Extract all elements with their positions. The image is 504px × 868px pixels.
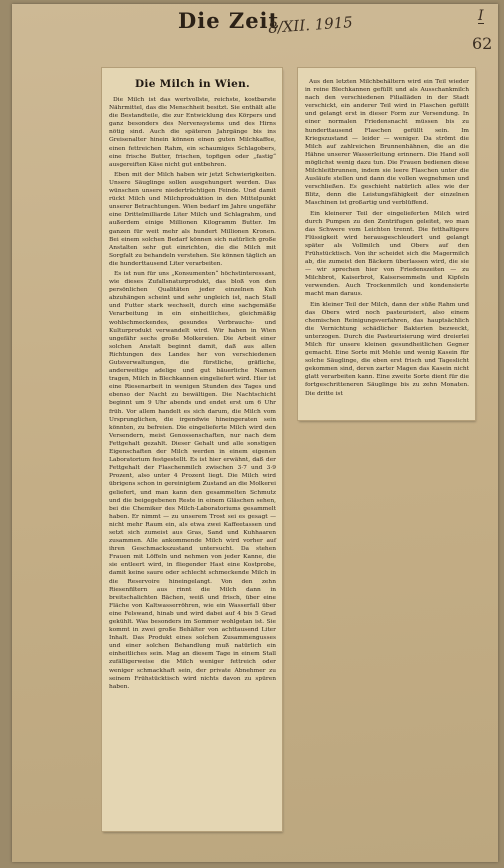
page-number: 62 — [472, 34, 493, 53]
handwritten-date: 8/XII. 1915 — [267, 13, 354, 37]
article-clipping-left — [102, 68, 282, 831]
paragraph: Ein kleiner Teil der Milch, dann der süße Rahm und das Obers wird noch pasteurisiert, also einem chemischen Reinigungsverfahren, das hauptsächlich die Vernichtung schädlicher Bakterien bezweckt, unterzogen. Durch die Pasteurisierung wird dreierlei Milch für unsere kleinen gesundheitlichen Gegner gemacht. Eine Sorte mit Mehle und wenig Kasein für solche Säuglinge, die eben erst frisch und Tageslicht gekommen sind, deren zarter Magen das Kasein nicht glatt verarbeiten kann. Eine zweite Sorte dient für die fortgeschritteneren Säuglinge bis zu zehn Monaten. Die dritte ist — [305, 301, 469, 397]
clipping-sheet — [12, 4, 498, 862]
masthead: Die Zeit — [178, 8, 280, 33]
paragraph: Aus den letzten Milchbehältern wird ein Teil wieder in reine Blechkannen gefüllt und als Ausschankmilch nach den verschiedenen Filialläden in der Stadt verschickt, ein anderer Teil wird in Flaschen gefüllt und gelangt erst in dieser Form zur Versendung. In einer normalen Friedensnacht müssen bis zu hunderttausend Flaschen gefüllt sein. Im Kriegszustand — leider — weniger. Da strömt die Milch auf zahlreichen Brunnenhähnen, die an die Hähne unserer Wasserleitung erinnern. Die Hand soll möglichst wenig dazu tun. Die Frauen bedienen diese Milchleitbrunnen, indem sie leere Flaschen unter die Ausläufe stellen und dann die vollen wegnehmen und verschließen. Es geschieht natürlich alles wie der Blitz, denn die Leistungsfähigkeit der einzelnen Maschinen ist großartig und verblüffend. — [305, 79, 469, 207]
paragraph: Es ist nun für uns „Konsumenten“ höchstinteressant, wie dieses Zufallsnaturprodukt, das bloß von den persönlichen Qualitäten jeder einzelnen Kuh abzuhängen scheint und sehr ungleich ist, nach Stall und Futter stark wechselt, durch eine sachgemäße Verarbeitung in ein einheitliches, gleichmäßig wohlschmeckendes, gesundes Verbrauchs- und Kulturprodukt verwandelt wird. Wir haben in Wien ungefähr sechs große Molkereien. Die Arbeit einer solchen Anstalt beginnt damit, daß aus allen Richtungen des Landes her von verschiedenen Gutsverwaltungen, die fürstliche, gräfliche, anderweitige adelige und gut bäuerliche Namen tragen, Milch in Blechkannen eingeliefert wird. Hier ist eine Riesenarbeit in wenigen Stunden des Tages und ebenso der Nacht zu bewältigen. Die Nachtschicht beginnt um 9 Uhr abends und endet erst um 6 Uhr früh. Vor allem handelt es sich darum, die Milch vom Ursprunglichen, die irgendwie hineingeraten sein könnten, zu befreien. Die eingelieferte Milch wird den Versendern, meist Genossenschaften, nur nach dem Fettgehalt gezahlt. Dieser Gehalt und alle sonstigen Eigenschaften der Milch werden in einem eigenen Laboratorium festgestellt. Es ist hier erwähnt, daß der Fettgehalt der Flaschenmilch zwischen 3·7 und 3·9 Prozent, also unter 4 Prozent liegt. Die Milch wird übrigens schon in gereinigtem Zustand an die Molkerei geliefert, und man kann den gesammelten Schmutz und die beigegebenen Reste in einem Gläschen sehen, bei die Chemiker des Milch-Laboratoriums gesammelt haben. Er nimmt — zu unserem Trost sei es gesagt — nicht mehr Raum ein, als etwa zwei Kaffeetassen und setzt sich zumeist aus Gras, Sand und Kuhhaaren zusammen. Alle ankommende Milch wird vorher auf ihren Geschmackszustand untersucht. Da stehen Frauen mit Löffeln und nehmen von jeder Kanne, die sie entleert wird, in fliegender Hast eine Kostprobe, damit keine saure oder schlecht schmeckende Milch in die Reservoire hineingelangt. Von den zehn Riesenfiltern aus rinnt die Milch dann in breitschalichten Bächen, weiß und frisch, über eine Fläche von Kaltwasserröhren, wie ein Wasserfall über eine Felswand, hinab und wird dabei auf 4 bis 5 Grad gekühlt. Was besonders im Sommer wohlgetan ist. Sie kommt in zwei große Behälter von achttausend Liter Inhalt. Das Produkt eines solchen Zusammengusses und einer solchen Behandlung muß natürlich ein einheitliches sein. Mag an diesem Tage in einem Stall zufälligerweise die Milch weniger fettreich oder weniger schmackhaft sein, der private Abnehmer zu seinem Frühstücktisch wird nichts davon zu spüren haben. — [109, 270, 276, 690]
article-title: Die Milch in Wien. — [135, 78, 250, 90]
article-body-right — [305, 78, 469, 398]
handwritten-mark: I — [478, 8, 484, 24]
article-clipping-right — [298, 68, 475, 420]
article-body-left — [109, 96, 276, 691]
paragraph: Ein kleinerer Teil der eingelieferten Milch wird durch Pumpen zu den Zentrifugen geleitet, wo man das Schwere vom Leichten trennt. Die fetthaltigere Flüssigkeit wird herausgeschleudert und gelangt später als Vollmilch und Obers auf den Frühstücktisch. Von ihr scheidet sich die Magermilch ab, die zumeist den Bäckern überlassen wird, die sie — wir sprechen hier von Friedenszeiten — zu Milchbrot, Kaiserbrot, Kaisersemmeln und Kipfeln verwenden. Auch Trockenmilch und kondensierte macht man daraus. — [305, 210, 469, 298]
paragraph: Die Milch ist das wertvollste, reichste, kostbarste Nährmittel, das die Menschheit besitzt. Sie enthält alle die Bestandteile, die zur Entwicklung des Körpers und ganz besonders des Nervensystems und des Hirns nötig sind. Auch die späteren Jahrgänge bis ins Greisenalter hinein können einen guten Milchkaffee, einen fettreichen Rahm, ein schaumiges Schlagobers, eine frische Butter, frischen, topfigen oder „fastig“ ausgereiften Käse nicht gut entbehren. — [109, 97, 276, 168]
paragraph: Eben mit der Milch haben wir jetzt Schwierigkeiten. Unsere Säuglinge sollen ausgehungert werden. Das wünschen unsere niederträchtigen Feinde. Und damit rückt Milch und Milchproduktion in den Mittelpunkt unserer Betrachtungen. Wien bedarf im Jahre ungefähr eine Drittelmilliarde Liter Milch und Schlagrahm, und außerdem einige Millionen Kilogramm Butter. Im ganzen für weit mehr als hundert Millionen Kronen. Bei einem solchen Bedarf können sich natürlich große Anstalten sehr gut einrichten, die die Milch mit Sorgfalt zu behandeln verstehen. Sie können täglich an die hunderttausend Liter verarbeiten. — [109, 171, 276, 267]
